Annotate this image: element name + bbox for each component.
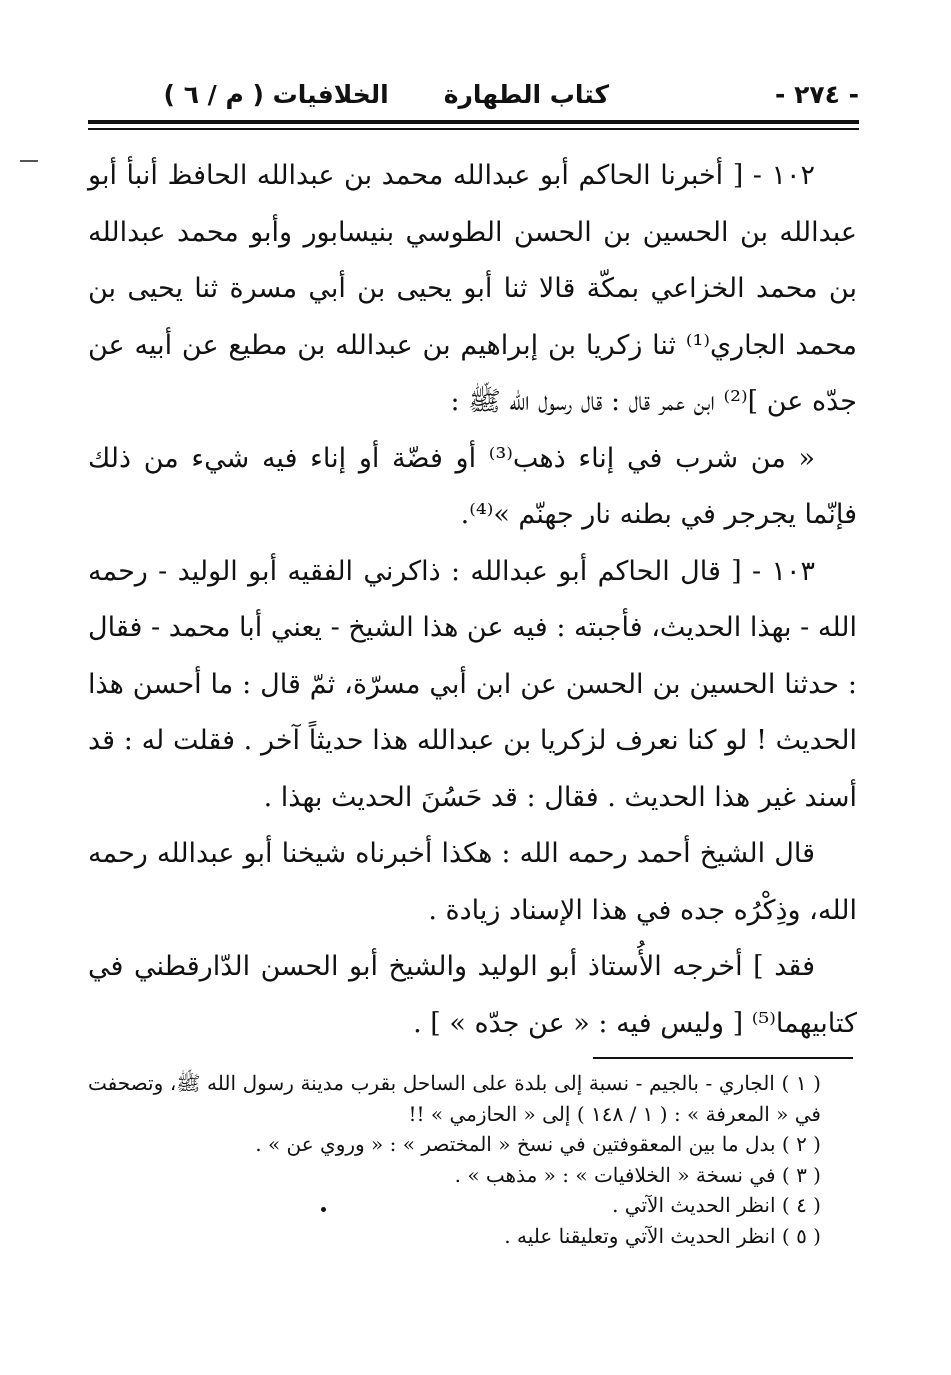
paragraph-commentary: قال الشيخ أحمد رحمه الله : هكذا أخبرناه شيخنا أبو عبدالله رحمه الله، وذِكْرُه جده في هذا الإسناد زيادة .	[88, 838, 857, 926]
paragraph-takhrij: فقد ] أخرجه الأُستاذ أبو الوليد والشيخ أبو الحسن الدّارقطني في كتابيهما⁽⁵⁾ [ وليس فيه : « عن جدّه » ] .	[88, 951, 857, 1039]
paragraph-hadith-102: ١٠٢ - [ أخبرنا الحاكم أبو عبدالله محمد بن عبدالله الحافظ أنبأ أبو عبدالله بن الحسين بن الحسن الطوسي بنيسابور وأبو محمد عبدالله بن محمد الخزاعي بمكّة قالا ثنا أبو يحيى بن أبي مسرة ثنا يحيى بن محمد الجاري⁽¹⁾ ثنا زكريا بن إبراهيم بن عبدالله بن مطيع عن أبيه عن جدّه عن ]⁽²⁾ ابن عمر قال : قال رسول الله ﷺ :	[88, 160, 857, 417]
margin-mark	[20, 160, 38, 162]
main-text	[88, 148, 857, 1052]
running-header	[86, 74, 859, 114]
paragraph-hadith-103: ١٠٣ - [ قال الحاكم أبو عبدالله : ذاكرني الفقيه أبو الوليد - رحمه الله - بهذا الحديث، فأجبته : فيه عن هذا الشيخ - يعني أبا محمد - فقال : حدثنا الحسين بن الحسن عن ابن أبي مسرّة، ثمّ قال : ما أحسن هذا الحديث ! لو كنا نعرف لزكريا بن عبدالله هذا حديثاً آخر . فقلت له : قد أسند غير هذا الحديث . فقال : قد حَسُنَ الحديث بهذا .	[88, 555, 857, 813]
stray-dot	[321, 1207, 326, 1212]
footnote-4: ( ٤ ) انظر الحديث الآتي .	[612, 1193, 821, 1217]
paragraph-hadith-text: « من شرب في إناء ذهب⁽³⁾ أو فضّة أو إناء فيه شيء من ذلك فإنّما يجرجر في بطنه نار جهنّم »⁽⁴⁾.	[88, 442, 857, 530]
header-rule-thick	[88, 120, 859, 124]
footnote-5: ( ٥ ) انظر الحديث الآتي وتعليقنا عليه .	[504, 1223, 821, 1248]
footnote-2: ( ٢ ) بدل ما بين المعقوفتين في نسخ « المختصر » : « وروي عن » .	[255, 1132, 821, 1156]
footnote-3: ( ٣ ) في نسخة « الخلافيات » : « مذهب » .	[454, 1162, 821, 1187]
page-number: - ٢٧٤ -	[775, 79, 859, 109]
footnotes	[88, 1068, 857, 1251]
volume-label: الخلافيات ( م / ٦ )	[163, 79, 389, 109]
header-rule-thin	[88, 128, 859, 130]
footnote-1: ( ١ ) الجاري - بالجيم - نسبة إلى بلدة على الساحل بقرب مدينة رسول الله ﷺ، وتصحفت في « المعرفة » : ( ١ / ١٤٨ ) إلى « الحازمي » !!	[88, 1071, 821, 1126]
book-title: كتاب الطهارة	[443, 79, 609, 109]
footnote-rule	[593, 1057, 853, 1059]
